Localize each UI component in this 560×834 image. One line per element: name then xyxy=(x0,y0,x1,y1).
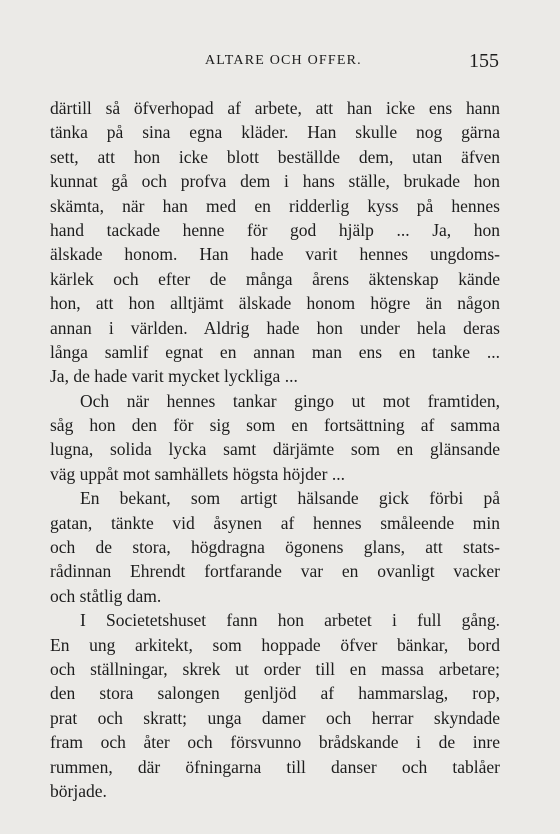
text-line: annan i världen. Aldrig hade hon under hela deras xyxy=(50,317,500,338)
text-line: prat och skratt; unga damer och herrar skyndade xyxy=(50,707,500,728)
text-line: älskade honom. Han hade varit hennes ungdoms- xyxy=(50,244,500,265)
text-line: hon, att hon alltjämt älskade honom högre än någon xyxy=(50,293,500,314)
text-line: sett, att hon icke blott beställde dem, utan äfven xyxy=(50,146,500,167)
text-line: såg hon den för sig som en fortsättning af samma xyxy=(50,415,500,436)
text-line: tänka på sina egna kläder. Han skulle nog gärna xyxy=(50,122,500,143)
text-line: därtill så öfverhopad af arbete, att han icke ens hann xyxy=(50,98,500,118)
text-line: kunnat gå och profva dem i hans ställe, brukade hon xyxy=(50,171,500,192)
text-line: gatan, tänkte vid åsynen af hennes småleende min xyxy=(50,512,500,533)
text-line: rådinnan Ehrendt fortfarande var en ovanligt vacker xyxy=(50,561,500,582)
text-line: En bekant, som artigt hälsande gick förbi på xyxy=(80,488,500,509)
text-line: och ställningar, skrek ut order till en massa arbetare; xyxy=(50,658,500,679)
body-text xyxy=(50,96,500,803)
text-line: började. xyxy=(50,780,107,801)
text-line: rummen, där öfningarna till danser och tablåer xyxy=(50,756,500,777)
text-line: kärlek och efter de många årens äktenskap kände xyxy=(50,268,500,289)
text-line: långa samlif egnat en annan man ens en tanke ... xyxy=(50,341,500,362)
text-line: den stora salongen genljöd af hammarslag, rop, xyxy=(50,683,500,704)
text-line: Ja, de hade varit mycket lyckliga ... xyxy=(50,366,298,387)
page-number: 155 xyxy=(469,50,499,72)
text-line: Och när hennes tankar gingo ut mot framtiden, xyxy=(80,390,500,411)
text-line: hand tackade henne för god hjälp ... Ja, hon xyxy=(50,219,500,240)
running-header xyxy=(50,50,500,76)
chapter-title: ALTARE OCH OFFER. xyxy=(205,53,362,68)
text-line: och de stora, högdragna ögonens glans, att stats- xyxy=(50,537,500,558)
text-line: En ung arkitekt, som hoppade öfver bänkar, bord xyxy=(50,634,500,655)
text-line: lugna, solida lycka samt därjämte som en glänsande xyxy=(50,439,500,460)
text-line: väg uppåt mot samhällets högsta höjder ... xyxy=(50,463,346,484)
text-line: fram och åter och försvunno brådskande i de inre xyxy=(50,732,500,753)
text-line: skämta, när han med en ridderlig kyss på hennes xyxy=(50,195,500,216)
text-line: I Societetshuset fann hon arbetet i full gång. xyxy=(80,610,500,631)
text-line: och ståtlig dam. xyxy=(50,585,162,606)
